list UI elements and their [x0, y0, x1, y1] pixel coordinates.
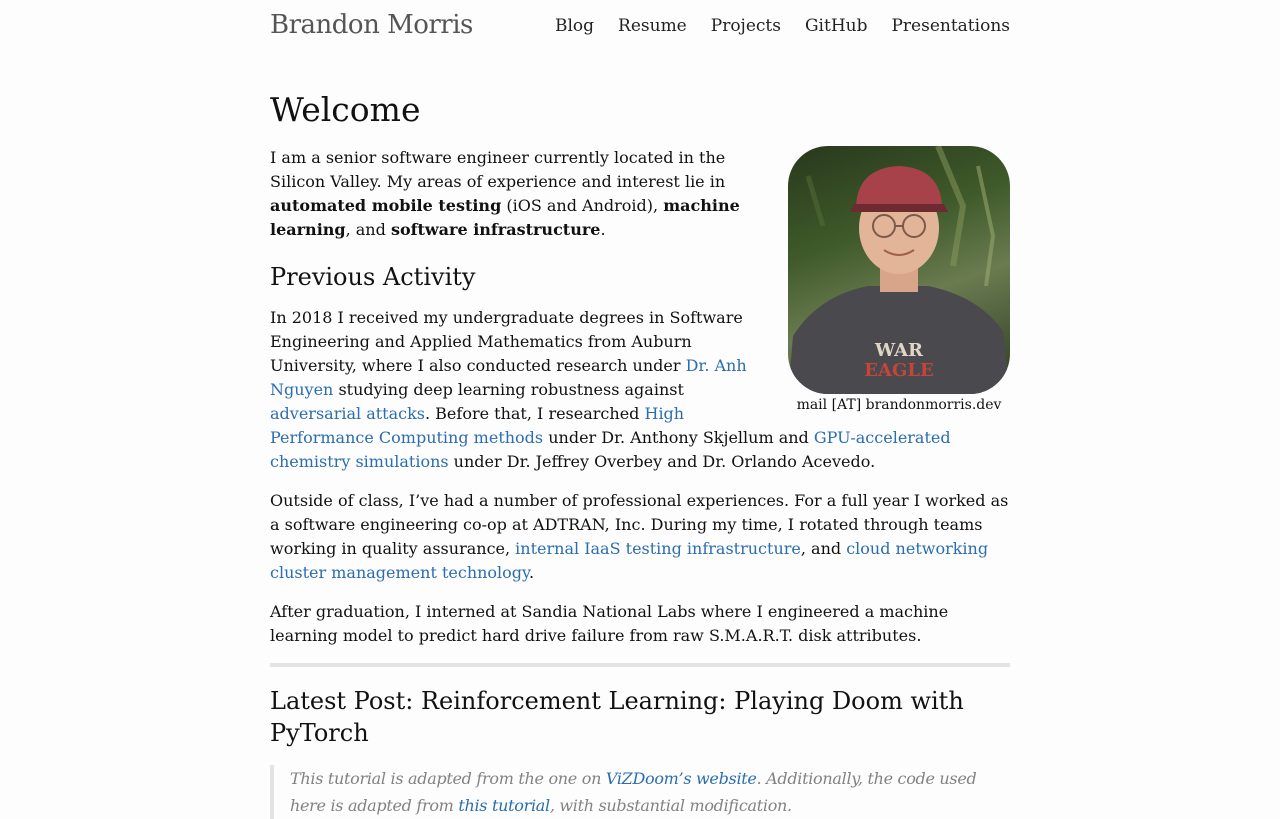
intro-text-4: . [600, 220, 606, 239]
link-iaas-testing[interactable]: internal IaaS testing infrastructure [515, 539, 801, 558]
nav-presentations[interactable]: Presentations [891, 16, 1010, 36]
internship-paragraph: After graduation, I interned at Sandia National Labs where I engineered a machine learning model to predict hard drive failure from raw S.M.A.R.T. disk attributes. [270, 602, 949, 645]
quote-text-2: . Additionally, the code used here is adapted from [290, 769, 977, 815]
research-text-5: under Dr. Jeffrey Overbey and Dr. Orlando Acevedo. [448, 452, 876, 471]
profile-photo [788, 146, 1010, 394]
profile-photo-illustration [788, 146, 1010, 394]
page-title: Welcome [270, 90, 421, 129]
quote-text-1: This tutorial is adapted from the one on [290, 769, 606, 788]
link-vizdoom-website[interactable]: ViZDoom’s website [605, 769, 757, 788]
link-adversarial-attacks[interactable]: adversarial attacks [270, 404, 425, 423]
research-text-4: under Dr. Anthony Skjellum and [543, 428, 814, 447]
nav-github[interactable]: GitHub [804, 16, 868, 36]
link-gpu-chemistry[interactable]: GPU-accelerated chemistry simulations [270, 428, 951, 471]
link-this-tutorial[interactable]: this tutorial [458, 796, 550, 815]
research-text-2: studying deep learning robustness against [333, 380, 684, 399]
intro-text-3: , and [345, 220, 391, 239]
previous-activity-heading: Previous Activity [270, 263, 476, 291]
link-cloud-networking[interactable]: cloud networking cluster management technology [270, 539, 989, 582]
intro-text-1: I am a senior software engineer currently located in the Silicon Valley. My areas of experience and interest lie in [270, 148, 726, 191]
research-text-1: In 2018 I received my undergraduate degrees in Software Engineering and Applied Mathematics from Auburn University, where I also conducted research under [270, 308, 743, 375]
experience-text-3: . [528, 563, 535, 582]
site-title-link[interactable]: Brandon Morris [270, 10, 473, 40]
nav-projects[interactable]: Projects [710, 16, 781, 36]
quote-text-3: , with substantial modification. [549, 796, 792, 815]
intro-bold-3: software infrastructure [390, 220, 601, 239]
intro-bold-1: automated mobile testing [270, 196, 502, 215]
latest-post-quote [270, 765, 1010, 819]
nav-blog[interactable]: Blog [554, 16, 595, 36]
profile-figure [788, 146, 1010, 413]
section-divider [270, 663, 1010, 667]
shirt-text-top: WAR [875, 340, 923, 361]
experience-paragraph [270, 489, 1010, 585]
experience-text-2: , and [800, 539, 847, 558]
page-container [270, 0, 1010, 819]
latest-post-title[interactable]: Latest Post: Reinforcement Learning: Playing Doom with PyTorch [270, 687, 964, 747]
contact-caption: mail [AT] brandonmorris.dev [796, 397, 1002, 413]
intro-text-2: (iOS and Android), [501, 196, 664, 215]
intro-bold-2: machine learning [270, 196, 740, 239]
link-anh-nguyen[interactable]: Dr. Anh Nguyen [270, 356, 747, 399]
research-text-3: . Before that, I researched [425, 404, 645, 423]
site-header [270, 0, 1010, 56]
link-hpc-methods[interactable]: High Performance Computing methods [270, 404, 685, 447]
shirt-text-bottom: EAGLE [864, 360, 934, 381]
nav-resume[interactable]: Resume [618, 16, 687, 36]
main-nav [555, 16, 1010, 36]
experience-text-1: Outside of class, I’ve had a number of professional experiences. For a full year I worked as a software engineering co-op at ADTRAN, Inc. During my time, I rotated through teams working in quality assurance, [270, 491, 1009, 558]
